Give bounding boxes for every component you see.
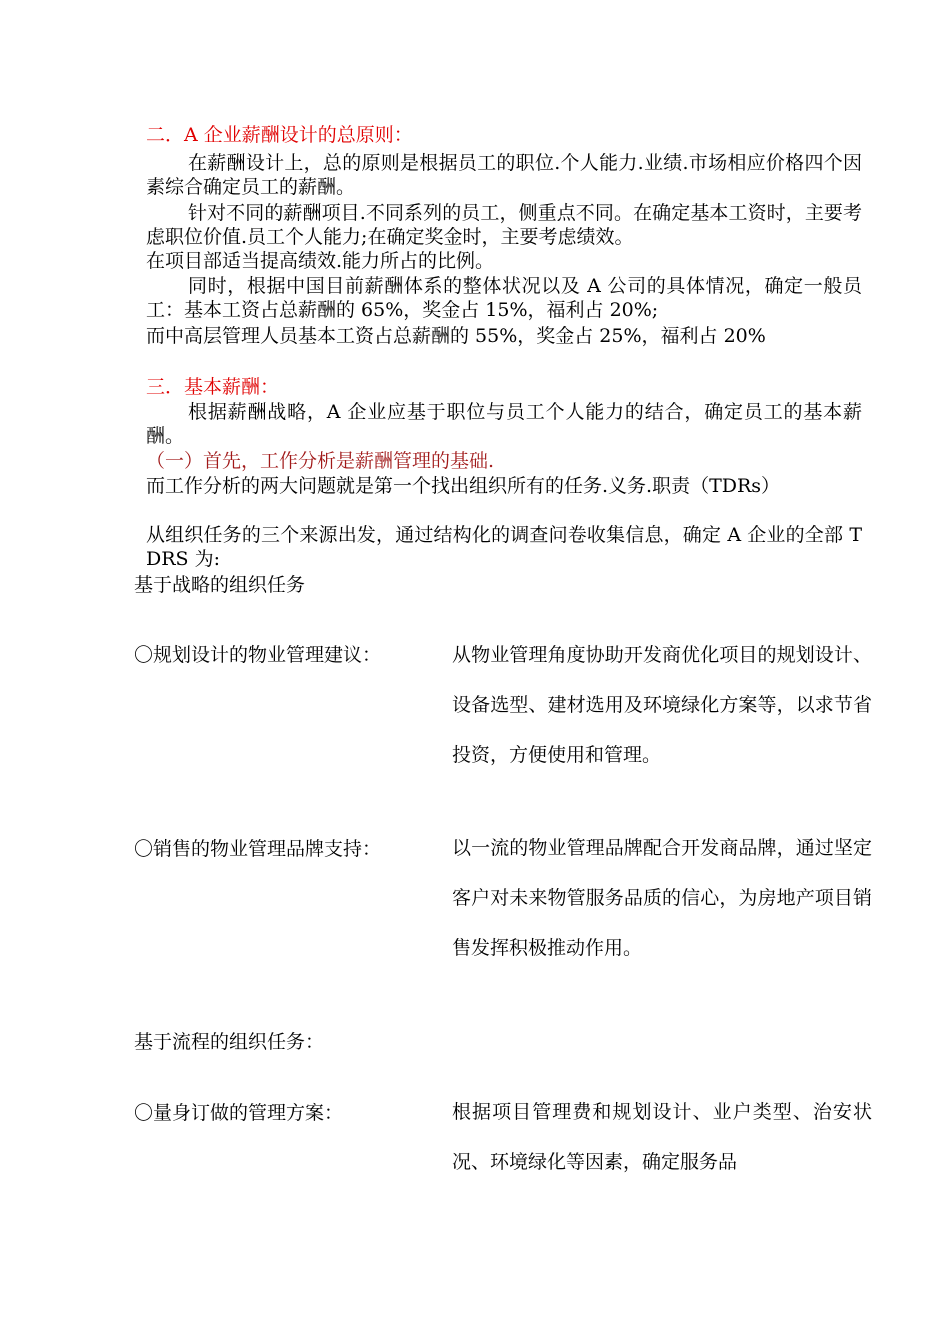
strategy-item-label: 〇销售的物业管理品牌支持： [134,838,382,860]
section-3-subheading-1: （一）首先，工作分析是薪酬管理的基础. [146,450,495,472]
strategy-item-description: 以一流的物业管理品牌配合开发商品牌，通过坚定客户对未来物管服务品质的信心，为房地产项目销售发挥积极推动作用。 [452,837,872,959]
section-2-paragraph-3-continued: 而中高层管理人员基本工资占总薪酬的 55%，奖金占 25%，福利占 20% [146,325,766,347]
section-3-paragraph-3: 从组织任务的三个来源出发，通过结构化的调查问卷收集信息，确定 A 企业的全部 TDRS 为: [146,524,862,570]
section-3-paragraph-1: 根据薪酬战略，A 企业应基于职位与员工个人能力的结合，确定员工的基本薪酬。 [146,401,862,447]
section-2-heading: 二．A 企业薪酬设计的总原则： [146,124,413,146]
strategy-item-description: 从物业管理角度协助开发商优化项目的规划设计、设备选型、建材选用及环境绿化方案等，以求节省投资，方便使用和管理。 [452,644,872,766]
section-2-paragraph-2: 针对不同的薪酬项目.不同系列的员工，侧重点不同。在确定基本工资时，主要考虑职位价值.员工个人能力;在确定奖金时，主要考虑绩效。 [146,202,862,248]
process-tasks-heading: 基于流程的组织任务： [134,1031,325,1053]
section-2-paragraph-3: 同时，根据中国目前薪酬体系的整体状况以及 A 公司的具体情况，确定一般员工：基本工资占总薪酬的 65%，奖金占 15%，福利占 20%; [146,275,862,321]
process-item-label: 〇量身订做的管理方案： [134,1102,344,1124]
section-3-paragraph-2: 而工作分析的两大问题就是第一个找出组织所有的任务.义务.职责（TDRs） [146,475,781,497]
section-2-paragraph-2-continued: 在项目部适当提高绩效.能力所占的比例。 [146,250,495,272]
strategy-item-label: 〇规划设计的物业管理建议： [134,644,382,666]
process-item-description: 根据项目管理费和规划设计、业户类型、治安状况、环境绿化等因素，确定服务品 [452,1101,872,1173]
section-2-paragraph-1: 在薪酬设计上，总的原则是根据员工的职位.个人能力.业绩.市场相应价格四个因素综合确定员工的薪酬。 [146,152,862,198]
strategy-tasks-heading: 基于战略的组织任务 [134,574,306,596]
section-3-heading: 三．基本薪酬： [146,376,280,398]
